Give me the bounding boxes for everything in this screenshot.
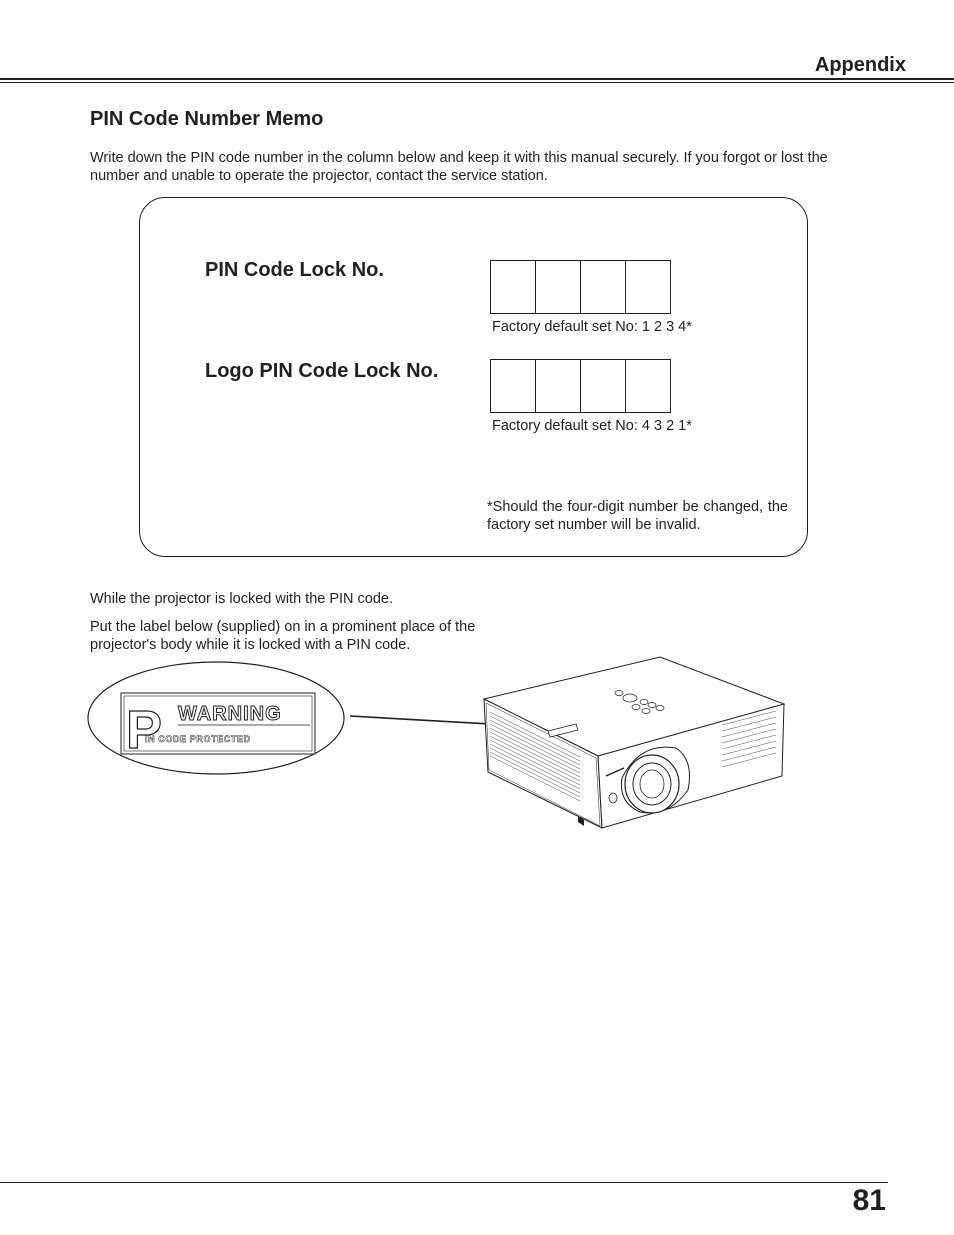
pin-code-lock-label: PIN Code Lock No. (205, 259, 384, 281)
warning-headline: WARNING (178, 703, 282, 725)
logo-pin-digit-box[interactable] (490, 359, 536, 413)
logo-pin-code-lock-label: Logo PIN Code Lock No. (205, 360, 439, 382)
logo-default-note: Factory default set No: 4 3 2 1* (492, 418, 692, 434)
intro-text: Write down the PIN code number in the column below and keep it with this manual securely. If you forgot or lost the number and unable to operate the projector, contact the service station. (90, 150, 828, 184)
label-instruction: Put the label below (supplied) on in a prominent place of the projector's body while it is locked with a PIN code. (90, 619, 476, 653)
ir-sensor (609, 793, 617, 803)
pin-digit-box[interactable] (490, 260, 536, 314)
logo-pin-digit-boxes[interactable] (490, 359, 670, 413)
header-rule-thin (0, 82, 954, 83)
pin-digit-box[interactable] (580, 260, 626, 314)
warning-big-letter: P (126, 700, 163, 760)
pin-default-note: Factory default set No: 1 2 3 4* (492, 319, 692, 335)
locked-text: While the projector is locked with the PIN code. (90, 591, 394, 607)
invalid-number-note: *Should the four-digit number be changed, the factory set number will be invalid. (487, 499, 788, 533)
footer-rule (0, 1182, 888, 1183)
page-number: 81 (852, 1184, 886, 1217)
pin-digit-box[interactable] (625, 260, 671, 314)
section-title: Appendix (814, 54, 906, 76)
page-title: PIN Code Number Memo (90, 108, 324, 130)
logo-pin-digit-box[interactable] (535, 359, 581, 413)
pin-code-digit-boxes[interactable] (490, 260, 670, 314)
warning-subline: IN CODE PROTECTED (145, 734, 251, 744)
logo-pin-digit-box[interactable] (625, 359, 671, 413)
pin-digit-box[interactable] (535, 260, 581, 314)
projector-illustration (0, 650, 954, 840)
header-rule (0, 78, 954, 80)
logo-pin-digit-box[interactable] (580, 359, 626, 413)
